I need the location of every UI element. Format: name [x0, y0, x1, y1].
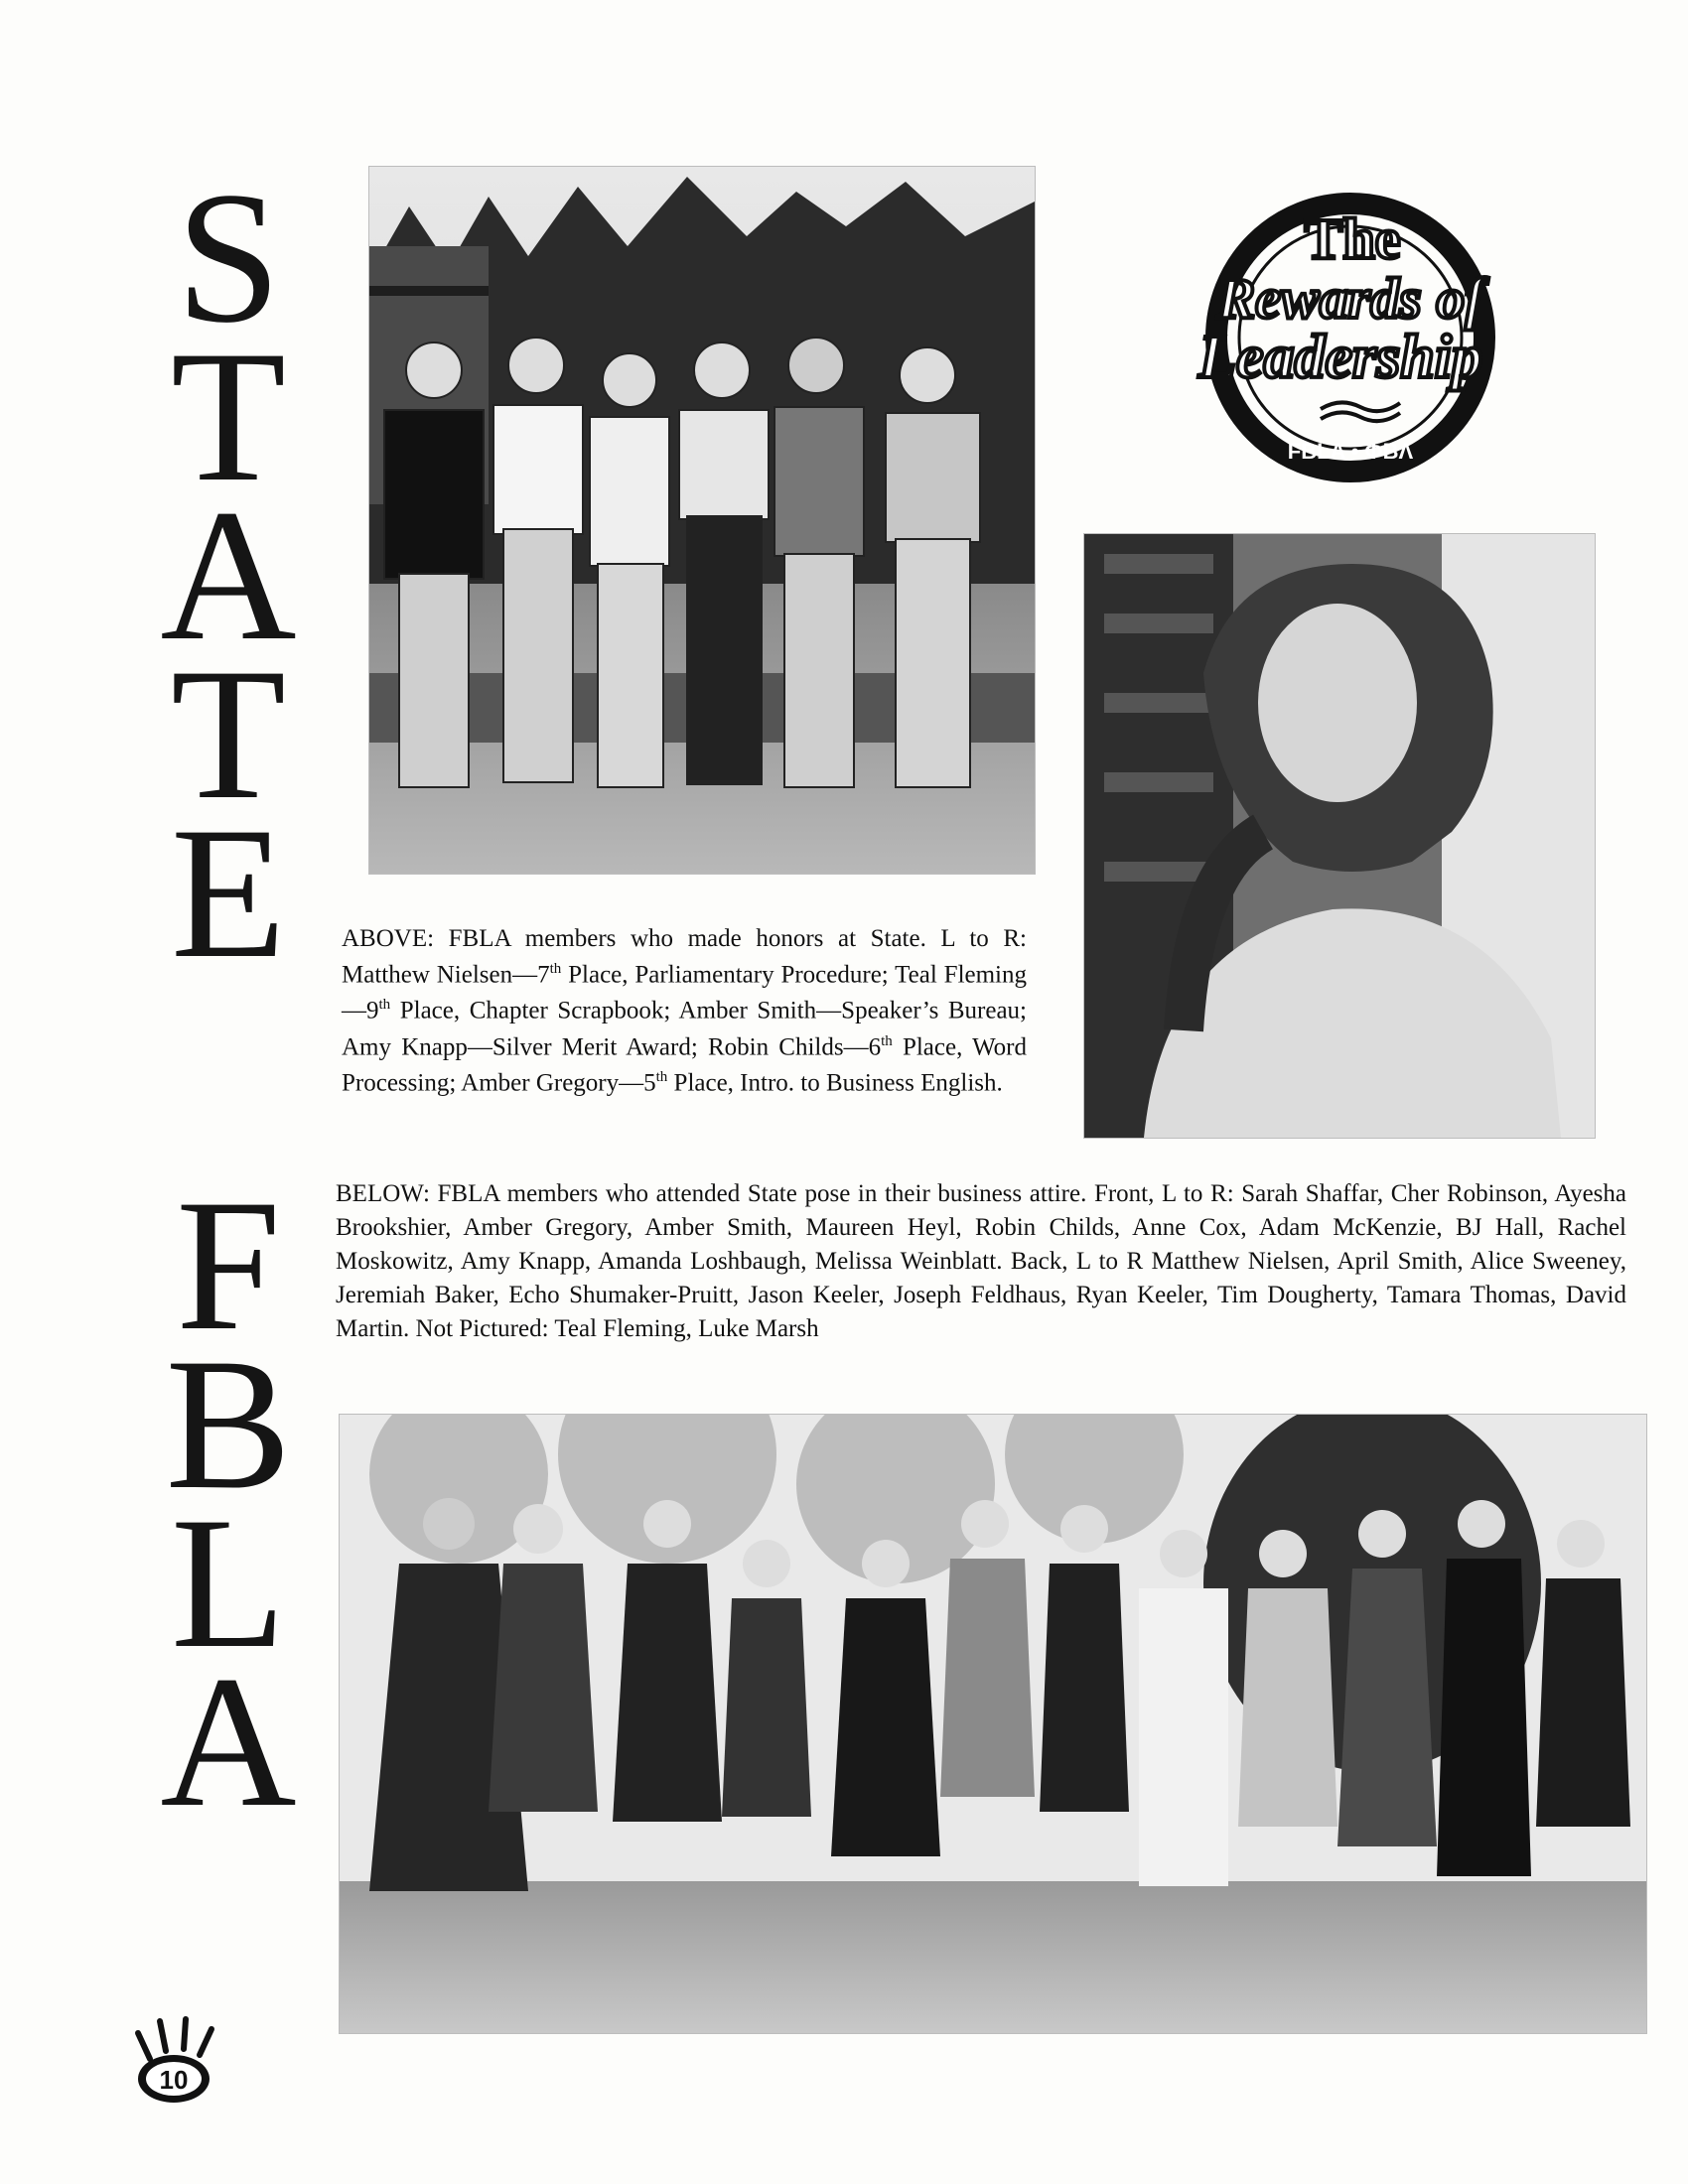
page-number: 10	[159, 2065, 189, 2095]
logo-line1: The	[1304, 206, 1401, 271]
title-letter: T	[170, 630, 287, 839]
title-letter: L	[170, 1479, 287, 1688]
photo-honors-group	[369, 167, 1035, 874]
logo-line3: Leadership	[1198, 324, 1482, 391]
title-letter: T	[170, 313, 287, 521]
title-letter: A	[160, 472, 297, 680]
title-state	[149, 154, 308, 998]
logo-line2: Rewards of	[1216, 266, 1484, 331]
photo-student	[1084, 534, 1595, 1138]
title-letter: S	[176, 154, 281, 362]
title-fbla	[149, 1161, 308, 1846]
title-letter: E	[170, 789, 287, 998]
flag-icon	[1321, 402, 1400, 421]
caption-below: BELOW: FBLA members who attended State pose in their business attire. Front, L to R: Sarah Shaffar, Cher Robinson, Ayesha Brookshier, Amber Gregory, Amber Smith, Maureen Heyl, Robin Childs, Anne Cox, Adam McKenzie, BJ Hall, Rachel Moskowitz, Amy Knapp, Amanda Loshbaugh, Melissa Weinblatt. Back, L to R Matthew Nielsen, April Smith, Alice Sweeney, Jeremiah Baker, Echo Shumaker-Pruitt, Jason Keeler, Joseph Feldhaus, Ryan Keeler, Tim Dougherty, Tamara Thomas, David Martin. Not Pictured: Teal Fleming, Luke Marsh	[336, 1180, 1626, 1342]
title-letter: A	[160, 1638, 297, 1846]
caption-above: ABOVE: FBLA members who made honors at State. L to R: Matthew Nielsen—7th Place, Parliamentary Procedure; Teal Fleming—9th Place, Chapter Scrapbook; Amber Smith—Speaker’s Bureau; Amy Knapp—Silver Merit Award; Robin Childs—6th Place, Word Processing; Amber Gregory—5th Place, Intro. to Business English.	[342, 925, 1027, 1097]
page-number-hand	[124, 2013, 233, 2108]
photo-full-group	[340, 1415, 1646, 2033]
rewards-of-leadership-logo	[1142, 189, 1559, 486]
title-letter: F	[176, 1161, 281, 1370]
logo-org: FBLA • ΦΒΛ	[1287, 439, 1414, 464]
title-letter: B	[165, 1320, 292, 1529]
